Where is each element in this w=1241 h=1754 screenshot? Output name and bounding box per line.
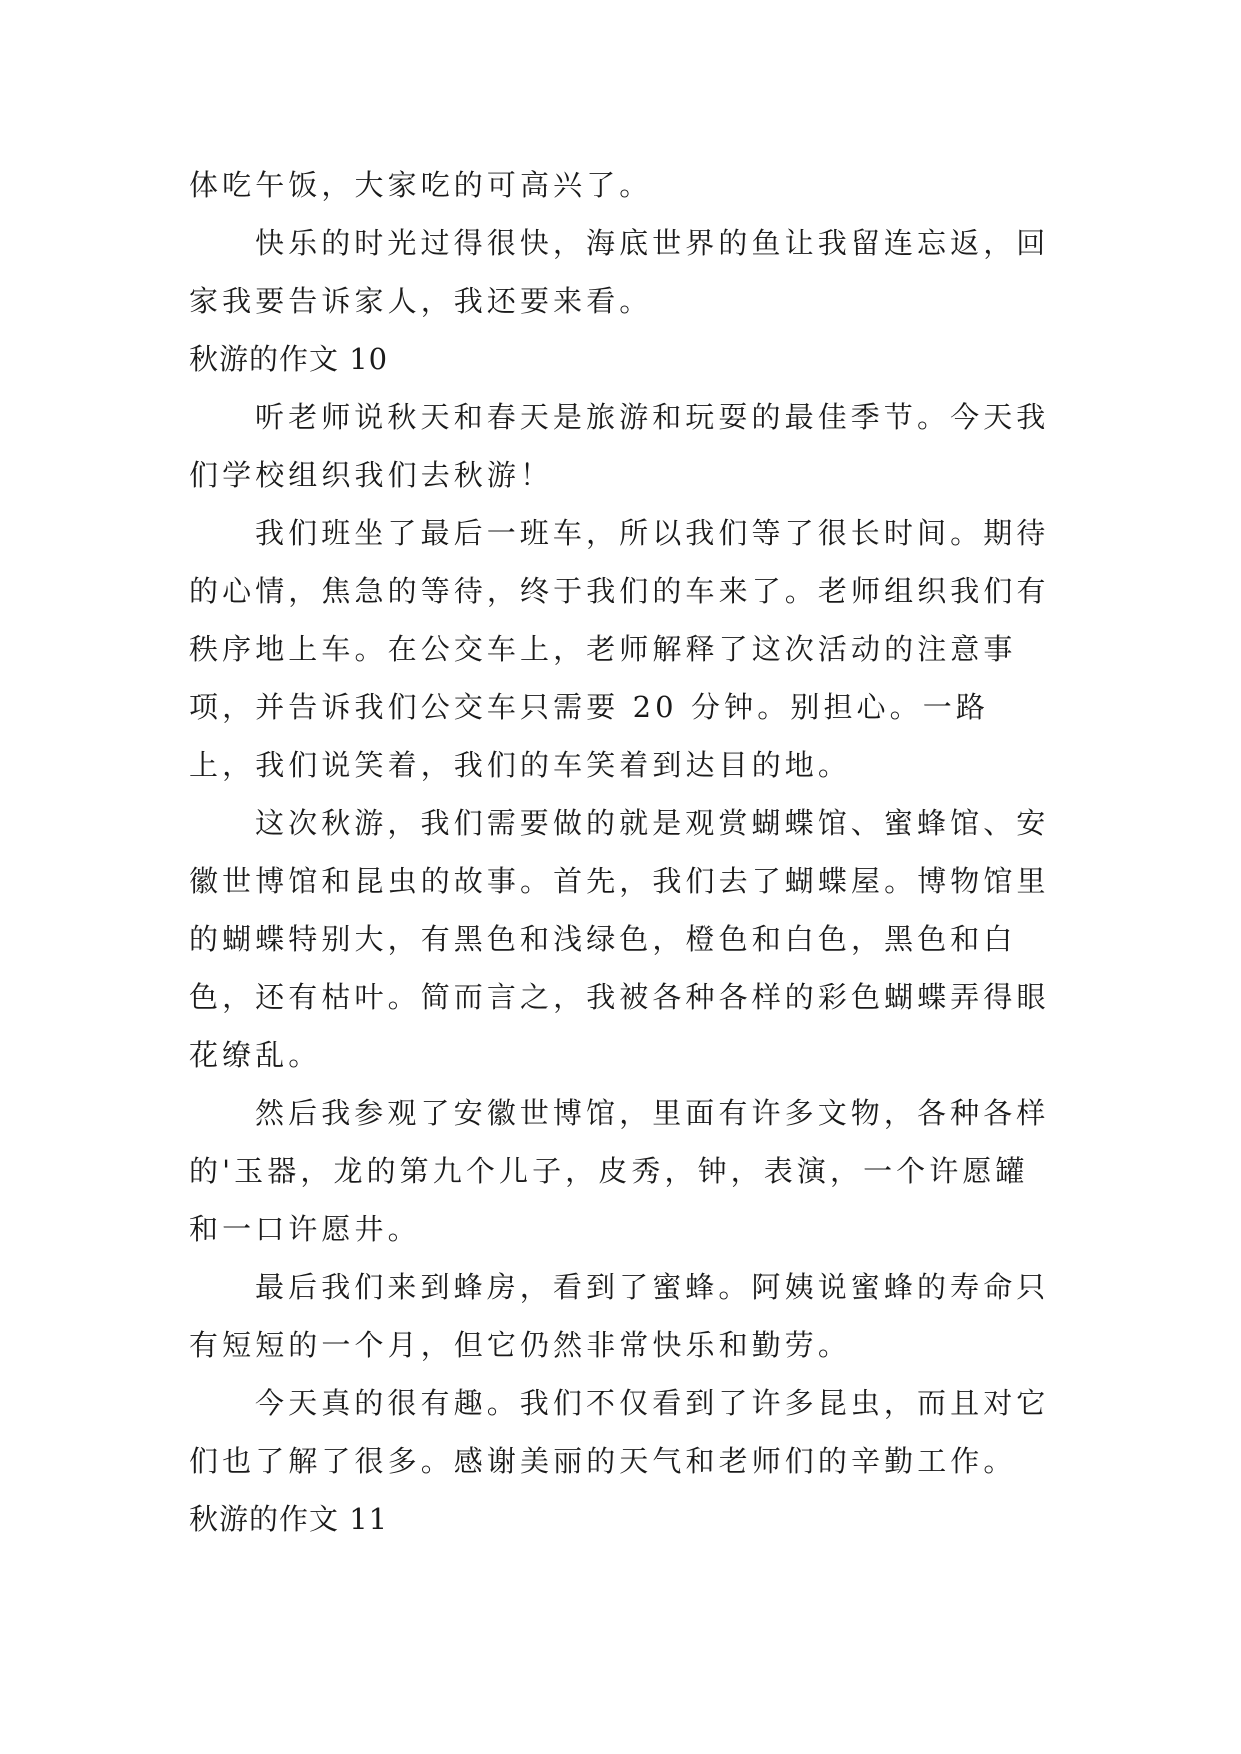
paragraph-bee-house: 最后我们来到蜂房，看到了蜜蜂。阿姨说蜜蜂的寿命只有短短的一个月，但它仍然非常快乐和勤劳。 xyxy=(189,1270,1050,1362)
paragraph-butterfly-house: 这次秋游，我们需要做的就是观赏蝴蝶馆、蜜蜂馆、安徽世博馆和昆虫的故事。首先，我们去了蝴蝶屋。博物馆里的蝴蝶特别大，有黑色和浅绿色，橙色和白色，黑色和白色，还有枯叶。简而言之，我被各种各样的彩色蝴蝶弄得眼花缭乱。 xyxy=(189,806,1050,1072)
essay-heading-10: 秋游的作文 10 xyxy=(189,342,389,376)
paragraph-bus-ride: 我们班坐了最后一班车，所以我们等了很长时间。期待的心情，焦急的等待，终于我们的车来了。老师组织我们有秩序地上车。在公交车上，老师解释了这次活动的注意事项，并告诉我们公交车只需要 20 分钟。别担心。一路上，我们说笑着，我们的车笑着到达目的地。 xyxy=(189,516,1050,782)
document-body xyxy=(189,156,1055,1548)
paragraph-expo-museum: 然后我参观了安徽世博馆，里面有许多文物，各种各样的'玉器，龙的第九个儿子，皮秀，钟，表演，一个许愿罐和一口许愿井。 xyxy=(189,1096,1050,1246)
essay-heading-11: 秋游的作文 11 xyxy=(189,1502,389,1536)
paragraph-autumn-trip-intro: 听老师说秋天和春天是旅游和玩耍的最佳季节。今天我们学校组织我们去秋游！ xyxy=(189,400,1050,492)
paragraph-lunch-ending: 体吃午饭，大家吃的可高兴了。 xyxy=(189,168,653,202)
paragraph-conclusion: 今天真的很有趣。我们不仅看到了许多昆虫，而且对它们也了解了很多。感谢美丽的天气和老师们的辛勤工作。 xyxy=(189,1386,1050,1478)
paragraph-happy-time: 快乐的时光过得很快，海底世界的鱼让我留连忘返，回家我要告诉家人，我还要来看。 xyxy=(189,226,1050,318)
